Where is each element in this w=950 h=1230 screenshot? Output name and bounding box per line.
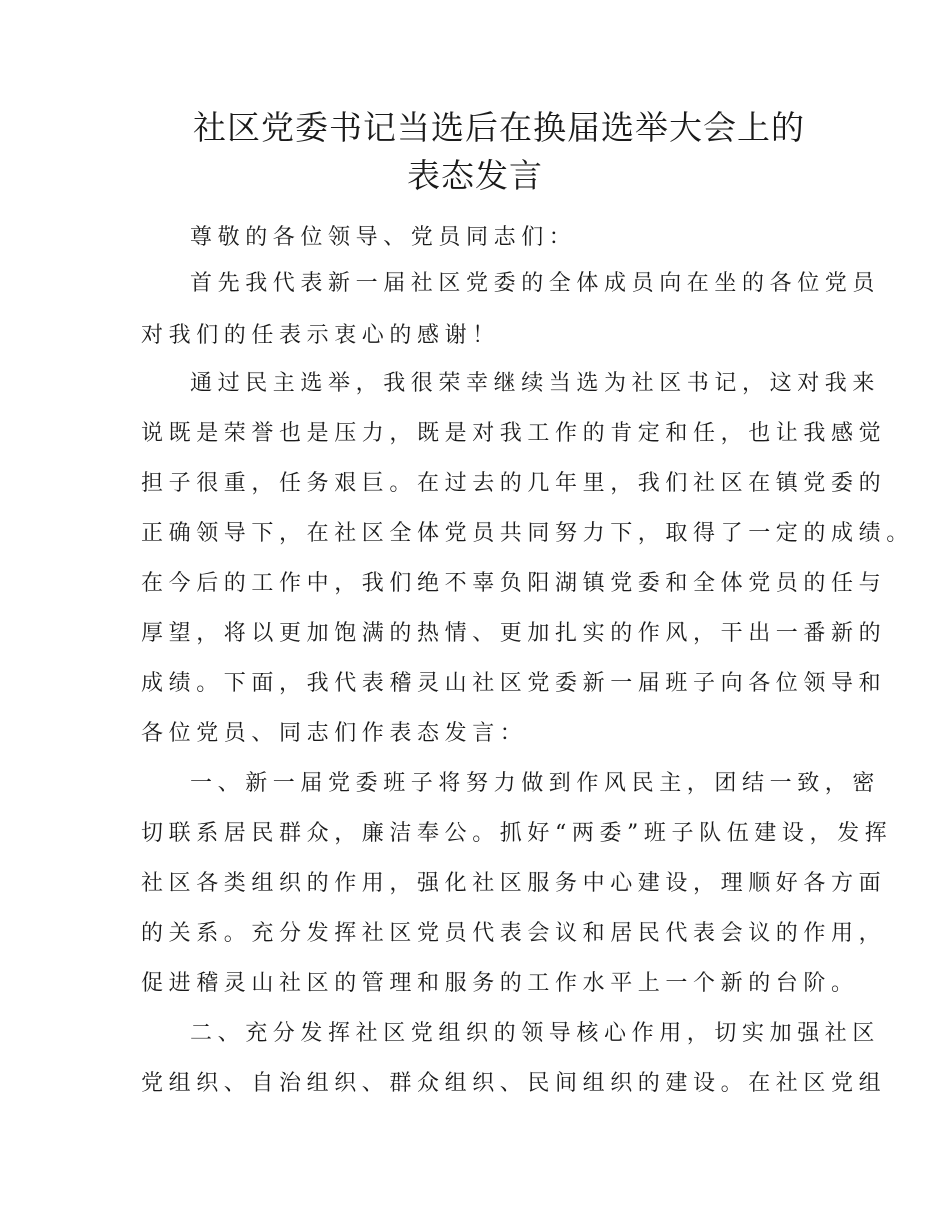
body-line: 成绩。下面，我代表稽灵山社区党委新一届班子向各位领导和	[141, 671, 887, 696]
body-line: 说既是荣誉也是压力，既是对我工作的肯定和任，也让我感觉	[141, 421, 887, 446]
body-line: 的关系。充分发挥社区党员代表会议和居民代表会议的作用，	[141, 921, 887, 946]
body-line: 担子很重，任务艰巨。在过去的几年里，我们社区在镇党委的	[141, 471, 887, 496]
body-line: 对我们的任表示衷心的感谢！	[141, 323, 500, 348]
body-line: 厚望，将以更加饱满的热情、更加扎实的作风，干出一番新的	[141, 621, 887, 646]
body-line: 在今后的工作中，我们绝不辜负阳湖镇党委和全体党员的任与	[141, 571, 887, 596]
document-title-line-2: 表态发言	[407, 156, 543, 195]
body-line: 正确领导下，在社区全体党员共同努力下，取得了一定的成绩。	[141, 521, 914, 546]
body-line: 首先我代表新一届社区党委的全体成员向在坐的各位党员	[190, 271, 881, 296]
body-line: 党组织、自治组织、群众组织、民间组织的建设。在社区党组	[141, 1071, 887, 1096]
body-line: 切联系居民群众，廉洁奉公。抓好“两委”班子队伍建设，发挥	[141, 821, 893, 846]
body-line: 社区各类组织的作用，强化社区服务中心建设，理顺好各方面	[141, 871, 887, 896]
body-line: 通过民主选举，我很荣幸继续当选为社区书记，这对我来	[190, 371, 881, 396]
body-line: 各位党员、同志们作表态发言：	[141, 721, 528, 746]
salutation: 尊敬的各位领导、党员同志们：	[190, 225, 577, 250]
body-line: 二、充分发挥社区党组织的领导核心作用，切实加强社区	[190, 1021, 881, 1046]
document-title-line-1: 社区党委书记当选后在换届选举大会上的	[193, 108, 805, 147]
body-line: 一、新一届党委班子将努力做到作风民主，团结一致，密	[190, 771, 881, 796]
body-line: 促进稽灵山社区的管理和服务的工作水平上一个新的台阶。	[141, 971, 859, 996]
